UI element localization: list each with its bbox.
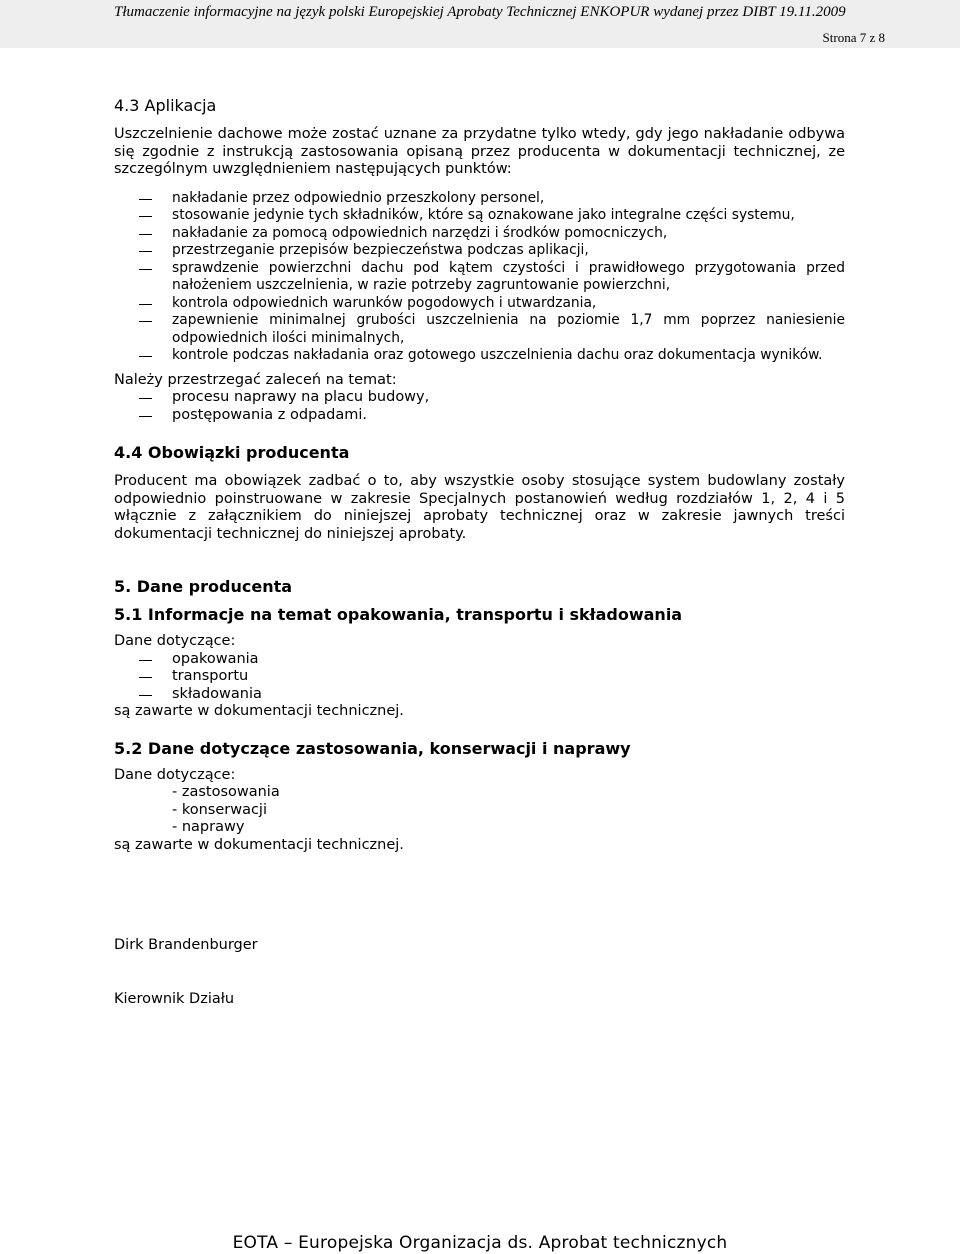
list-item: postępowania z odpadami.	[114, 407, 845, 425]
section-5-1-tail: są zawarte w dokumentacji technicznej.	[114, 703, 404, 719]
page-footer: EOTA – Europejska Organizacja ds. Aprobat technicznych	[232, 1233, 728, 1253]
section-5-2-list	[114, 784, 845, 837]
list-item: - zastosowania	[172, 784, 280, 800]
list-item: - naprawy	[172, 819, 245, 835]
list-item: stosowanie jedynie tych składników, które są oznakowane jako integralne części systemu,	[114, 207, 845, 225]
document-body	[114, 96, 845, 1008]
section-5-1-heading: 5.1 Informacje na temat opakowania, transportu i składowania	[114, 605, 683, 624]
section-5-heading: 5. Dane producenta	[114, 577, 293, 596]
signatory-role: Kierownik Działu	[114, 990, 235, 1007]
list-item: nakładanie przez odpowiednio przeszkolony personel,	[114, 190, 845, 208]
signatory-name: Dirk Brandenburger	[114, 937, 258, 953]
application-points-list	[114, 190, 845, 365]
section-4-3-intro: Uszczelnienie dachowe może zostać uznane za przydatne tylko wtedy, gdy jego nakładanie odbywa się zgodnie z instrukcją zastosowania opisaną przez producenta w dokumentacji technicznej, ze szczególnym uwzględnieniem następujących punktów:	[114, 126, 845, 177]
list-item: opakowania	[114, 651, 845, 669]
list-item: kontrola odpowiednich warunków pogodowych i utwardzania,	[114, 295, 845, 313]
section-4-4-text: Producent ma obowiązek zadbać o to, aby wszystkie osoby stosujące system budowlany zostały odpowiednio poinstruowane w zakresie Specjalnych postanowień według rozdziałów 1, 2, 4 i 5 włącznie z załącznikiem do niniejszej aprobaty technicznej oraz w zakresie jawnych treści dokumentacji technicznej do niniejszej aprobaty.	[114, 473, 845, 542]
document-header: Tłumaczenie informacyjne na język polski Europejskiej Aprobaty Technicznej ENKOPUR wydanej przez DIBT 19.11.2009	[114, 4, 846, 20]
section-4-4-heading: 4.4 Obowiązki producenta	[114, 443, 350, 462]
list-item: przestrzeganie przepisów bezpieczeństwa podczas aplikacji,	[114, 242, 845, 260]
section-5-1-list	[114, 651, 845, 704]
list-item: - konserwacji	[172, 801, 267, 818]
list-item: transportu	[114, 668, 845, 686]
section-5-1-lead: Dane dotyczące:	[114, 633, 236, 649]
list-item: kontrole podczas nakładania oraz gotowego uszczelnienia dachu oraz dokumentacja wyników.	[114, 347, 845, 365]
list-item: procesu naprawy na placu budowy,	[114, 389, 845, 407]
recommendation-list	[114, 389, 845, 424]
section-5-2-heading: 5.2 Dane dotyczące zastosowania, konserwacji i naprawy	[114, 738, 631, 758]
page-number: Strona 7 z 8	[822, 30, 885, 45]
section-5-2-tail: są zawarte w dokumentacji technicznej.	[114, 836, 404, 853]
list-item: nakładanie za pomocą odpowiednich narzędzi i środków pomocniczych,	[114, 225, 845, 243]
list-item: sprawdzenie powierzchni dachu pod kątem czystości i prawidłowego przygotowania przed nałożeniem uszczelnienia, w razie potrzeby zagruntowanie powierzchni,	[114, 260, 845, 295]
section-5-2-lead: Dane dotyczące:	[114, 766, 236, 783]
recommendation-lead: Należy przestrzegać zaleceń na temat:	[114, 371, 397, 388]
list-item: składowania	[114, 686, 845, 704]
section-4-3-heading: 4.3 Aplikacja	[114, 96, 217, 115]
list-item: zapewnienie minimalnej grubości uszczelnienia na poziomie 1,7 mm poprzez naniesienie odpowiednich ilości minimalnych,	[114, 312, 845, 347]
